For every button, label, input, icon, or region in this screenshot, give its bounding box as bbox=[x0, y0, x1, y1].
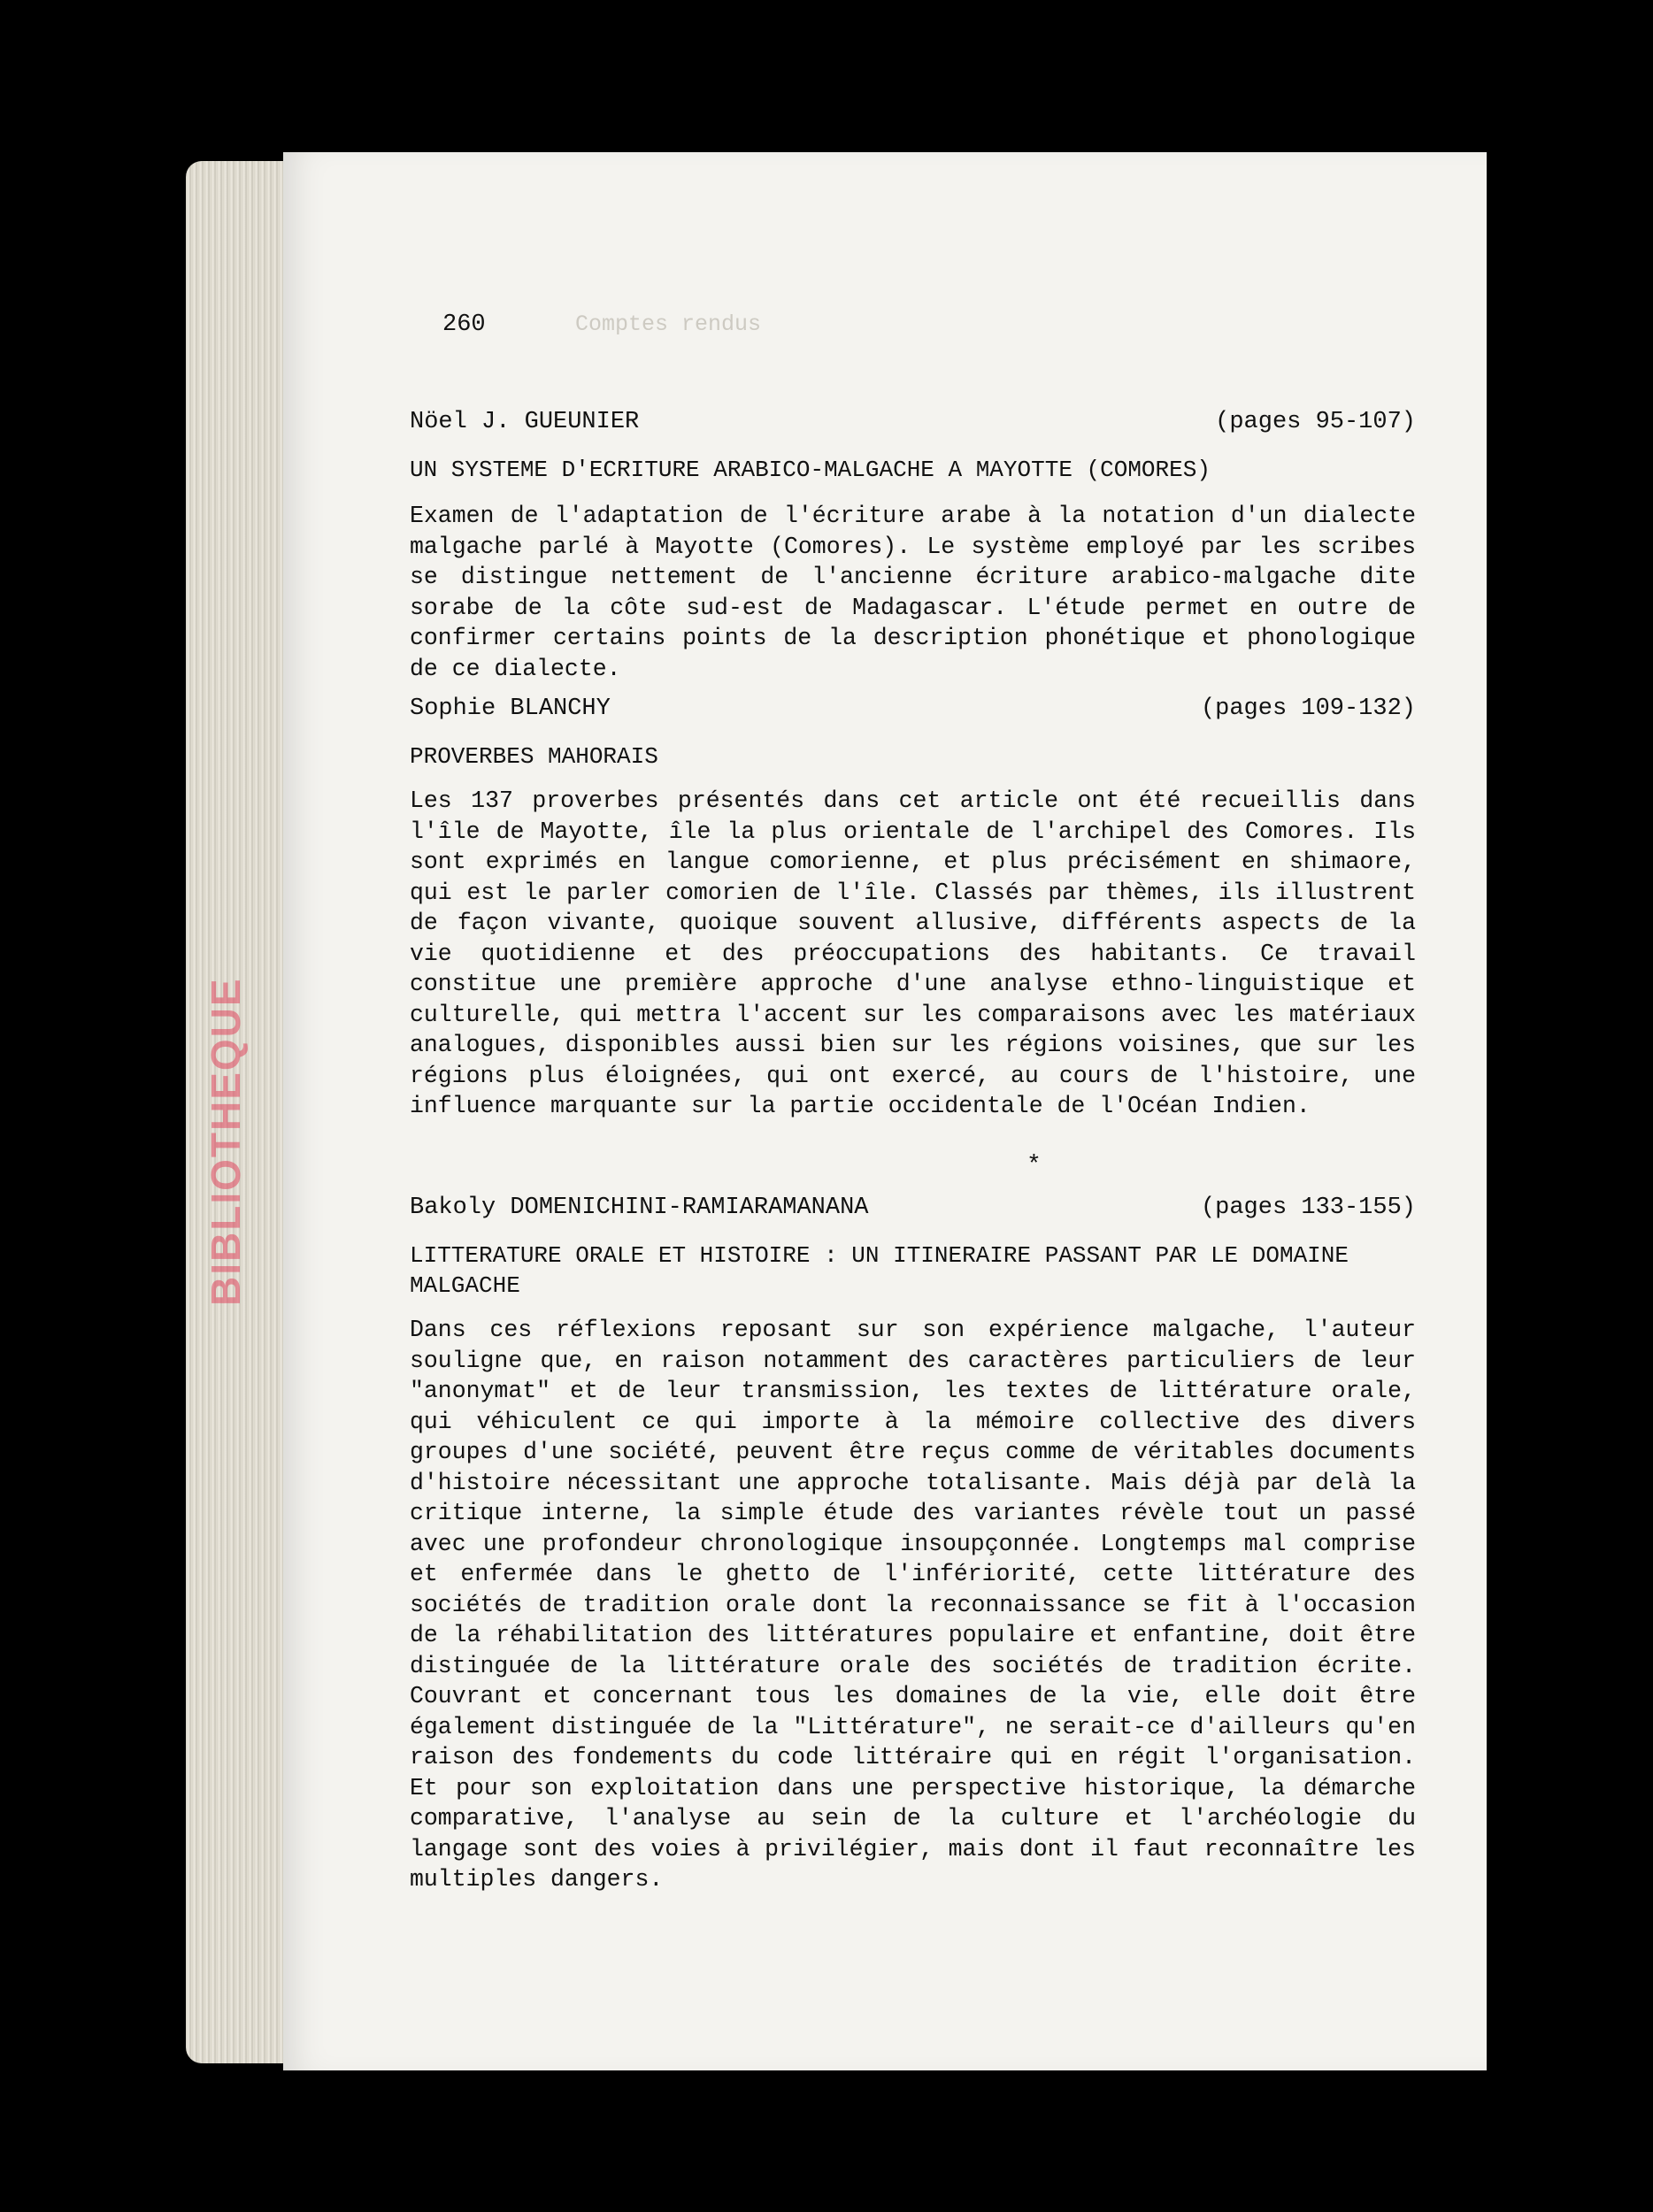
entry-3-title: LITTERATURE ORALE ET HISTOIRE : UN ITINERAIRE PASSANT PAR LE DOMAINE MALGACHE bbox=[410, 1242, 1349, 1299]
entry-1-title: UN SYSTEME D'ECRITURE ARABICO-MALGACHE A MAYOTTE (COMORES) bbox=[410, 457, 1211, 483]
entry-2-pages: (pages 109-132) bbox=[1200, 695, 1416, 722]
show-through-running-head: Comptes rendus bbox=[575, 311, 762, 337]
library-stamp: BIBLIOTHEQUE bbox=[203, 977, 249, 1306]
entry-2-title: PROVERBES MAHORAIS bbox=[410, 743, 658, 770]
entry-3-body: Dans ces réflexions reposant sur son expérience malgache, l'auteur souligne que, en raison notamment des caractères particuliers de leur "anonymat" et de leur transmission, les textes de littérature orale, qui véhiculent ce qui importe à la mémoire collective des divers groupes d'une société, peuvent être reçus comme de véritables documents d'histoire nécessitant une approche totalisante. Mais déjà par delà la critique interne, la simple étude des variantes révèle tout un passé avec une profondeur chronologique insoupçonnée. Longtemps mal comprise et enfermée dans le ghetto de l'infériorité, cette littérature des sociétés de tradition orale dont la reconnaissance se fit à l'occasion de la réhabilitation des littératures populaire et enfantine, doit être distinguée de la littérature orale des sociétés de tradition écrite. Couvrant et concernant tous les domaines de la vie, elle doit être également distinguée de la "Littérature", ne serait-ce d'ailleurs qu'en raison des fondements du code littéraire qui en régit l'organisation. Et pour son exploitation dans une perspective historique, la démarche comparative, l'analyse au sein de la culture et l'archéologie du langage sont des voies à privilégier, mais dont il faut reconnaître les multiples dangers. bbox=[410, 1317, 1416, 1893]
page-number: 260 bbox=[442, 311, 486, 338]
entry-1-pages: (pages 95-107) bbox=[1215, 409, 1416, 435]
entry-2-header bbox=[410, 695, 1416, 722]
entry-2-author: Sophie BLANCHY bbox=[410, 695, 611, 722]
entry-2-body: Les 137 proverbes présentés dans cet article ont été recueillis dans l'île de Mayotte, île la plus orientale de l'archipel des Comores. Ils sont exprimés en langue comorienne, et plus précisément en shimaore, qui est le parler comorien de l'île. Classés par thèmes, ils illustrent de façon vivante, quoique souvent allusive, différents aspects de la vie quotidienne et des préoccupations des habitants. Ce travail constitue une première approche d'une analyse ethno-linguistique et culturelle, qui mettra l'accent sur les comparaisons avec les matériaux analogues, disponibles aussi bien sur les régions voisines, que sur les régions plus éloignées, qui ont exercé, au cours de l'histoire, une influence marquante sur la partie occidentale de l'Océan Indien. bbox=[410, 787, 1416, 1119]
entry-3-pages: (pages 133-155) bbox=[1200, 1194, 1416, 1221]
entry-1-header bbox=[410, 409, 1416, 435]
entry-1-author: Nöel J. GUEUNIER bbox=[410, 409, 640, 435]
entry-3-author: Bakoly DOMENICHINI-RAMIARAMANANA bbox=[410, 1194, 869, 1221]
section-separator: * bbox=[1026, 1152, 1042, 1179]
entry-3-header bbox=[410, 1194, 1416, 1221]
entry-1-body: Examen de l'adaptation de l'écriture arabe à la notation d'un dialecte malgache parlé à Mayotte (Comores). Le système employé par les scribes se distingue nettement de l'ancienne écriture arabico-malgache dite sorabe de la côte sud-est de Madagascar. L'étude permet en outre de confirmer certains points de la description phonétique et phonologique de ce dialecte. bbox=[410, 503, 1416, 682]
